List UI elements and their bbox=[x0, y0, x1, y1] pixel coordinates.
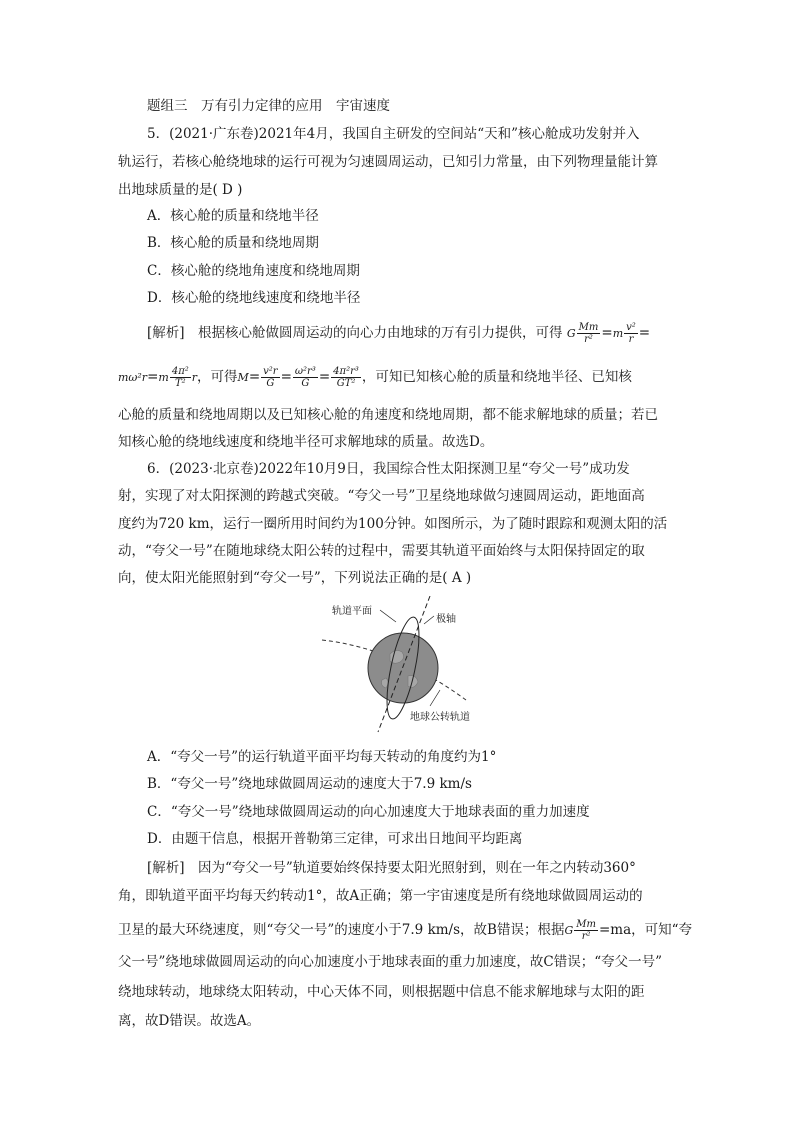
q5-analysis-line-1 bbox=[147, 322, 650, 345]
formula-frac-4pi2-t2: $\frac{\text{4π²}}{\text{T²}}$ bbox=[171, 366, 189, 389]
formula-M: M bbox=[237, 371, 249, 384]
q5-option-d: D．核心舱的绕地线速度和绕地半径 bbox=[147, 290, 361, 306]
q6-stem-line-2: 射，实现了对太阳探测的跨越式突破。“夸父一号”卫星绕地球做匀速圆周运动，距地面高 bbox=[118, 488, 645, 504]
formula-r: r bbox=[191, 371, 198, 384]
q5-analysis-line-3: 心舱的质量和绕地周期以及已知核心舱的角速度和绕地周期，都不能求解地球的质量；若已 bbox=[118, 407, 658, 423]
q5-analysis-line-2-tail: ，可知已知核心舱的质量和绕地半径、已知核 bbox=[361, 369, 632, 385]
label-orbit-plane: 轨道平面 bbox=[332, 606, 372, 617]
formula-eq-4: = bbox=[248, 369, 261, 385]
q6-analysis-line-3-tail: =ma，可知“夸 bbox=[598, 922, 693, 938]
formula-frac-w2r3-g: $\frac{\text{ω²r³}}{G}$ bbox=[294, 366, 316, 389]
formula-eq: = bbox=[601, 325, 613, 341]
q5-stem-line-1: 5．(2021·广东卷)2021年4月，我国自主研发的空间站“天和”核心舱成功发射并入 bbox=[147, 126, 640, 142]
label-earth-orbit: 地球公转轨道 bbox=[410, 712, 470, 723]
formula-eq-5: = bbox=[280, 369, 292, 385]
q6-analysis-line-3 bbox=[118, 919, 692, 942]
orbit-plane-leader bbox=[380, 610, 396, 622]
q5-analysis-line-4: 知核心舱的绕地线速度和绕地半径可求解地球的质量。故选D。 bbox=[118, 434, 494, 450]
q6-option-b: B．“夸父一号”绕地球做圆周运动的速度大于7.9 km/s bbox=[147, 776, 472, 792]
formula-mw2r: mω²r bbox=[118, 371, 148, 384]
formula2-g: G bbox=[564, 924, 574, 937]
q6-analysis-line-4: 父一号”绕地球做圆周运动的向心加速度小于地球表面的重力加速度，故C错误；“夸父一号” bbox=[118, 954, 663, 970]
q5-analysis-text: [解析] 根据核心舱做圆周运动的向心力由地球的万有引力提供，可得 bbox=[147, 325, 563, 341]
q6-analysis-line-5: 绕地球转动，地球绕太阳转动，中心天体不同，则根据题中信息不能求解地球与太阳的距 bbox=[118, 984, 645, 1000]
formula-keyi: ，可得 bbox=[197, 369, 238, 385]
formula-frac-v2-r: $\frac{\text{v²}}{r}$ bbox=[626, 322, 636, 345]
formula-frac-4pi2r3-gt2: $\frac{\text{4π²r³}}{\text{GT²}}$ bbox=[333, 366, 359, 389]
q5-stem-line-3: 出地球质量的是( D ) bbox=[118, 182, 243, 198]
q5-option-c: C．核心舱的绕地角速度和绕地周期 bbox=[147, 263, 360, 279]
q6-option-a: A．“夸父一号”的运行轨道平面平均每天转动的角度约为1° bbox=[147, 749, 497, 765]
earth-orbit-leader bbox=[430, 690, 440, 706]
q6-stem-line-1: 6．(2023·北京卷)2022年10月9日，我国综合性太阳探测卫星“夸父一号”成功发 bbox=[147, 461, 630, 477]
formula-eq-6: = bbox=[318, 369, 331, 385]
formula-g: G bbox=[566, 327, 576, 340]
polar-axis-leader bbox=[424, 616, 434, 624]
q6-option-d: D．由题干信息，根据开普勒第三定律，可求出日地间平均距离 bbox=[147, 831, 523, 847]
q5-option-b: B．核心舱的质量和绕地周期 bbox=[147, 235, 319, 251]
q5-stem-line-2: 轨运行，若核心舱绕地球的运行可视为匀速圆周运动，已知引力常量，由下列物理量能计算 bbox=[118, 154, 658, 170]
formula-m: m bbox=[612, 327, 624, 340]
formula-eq-2: = bbox=[638, 325, 651, 341]
section-title: 题组三 万有引力定律的应用 宇宙速度 bbox=[147, 98, 390, 114]
q6-analysis-line-1: [解析] 因为“夸父一号”轨道要始终保持要太阳光照射到，则在一年之内转动360° bbox=[147, 860, 636, 876]
formula-m-2: m bbox=[158, 371, 169, 384]
q5-option-a: A．核心舱的质量和绕地半径 bbox=[147, 208, 319, 224]
q6-stem-line-3: 度约为720 km，运行一圈所用时间约为100分钟。如图所示，为了随时跟踪和观测太阳的活 bbox=[118, 516, 668, 532]
orbit-figure bbox=[320, 596, 470, 734]
q6-option-c: C．“夸父一号”绕地球做圆周运动的向心加速度大于地球表面的重力加速度 bbox=[147, 804, 590, 820]
q6-analysis-line-6: 离，故D错误。故选A。 bbox=[118, 1013, 261, 1029]
q6-stem-line-4: 动，“夸父一号”在随地球绕太阳公转的过程中，需要其轨道平面始终与太阳保持固定的取 bbox=[118, 543, 645, 559]
formula-frac-v2r-g: $\frac{\text{v²r}}{G}$ bbox=[263, 366, 278, 389]
q6-analysis-line-2: 角，即轨道平面平均每天约转动1°，故A正确；第一宇宙速度是所有绕地球做圆周运动的 bbox=[118, 888, 643, 904]
label-polar-axis: 极轴 bbox=[436, 614, 456, 625]
formula-eq-3: = bbox=[147, 369, 159, 385]
formula2-frac-mm-r2: $\frac{Mm}{\text{r²}}$ bbox=[576, 919, 596, 942]
q6-stem-line-5: 向，使太阳光能照射到“夸父一号”，下列说法正确的是( A ) bbox=[118, 570, 472, 586]
q5-analysis-line-2 bbox=[118, 366, 632, 389]
q6-analysis-line-3-text: 卫星的最大环绕速度，则“夸父一号”的速度小于7.9 km/s，故B错误；根据 bbox=[118, 922, 565, 938]
formula-frac-mm-r2: $\frac{Mm}{\text{r²}}$ bbox=[578, 322, 599, 345]
